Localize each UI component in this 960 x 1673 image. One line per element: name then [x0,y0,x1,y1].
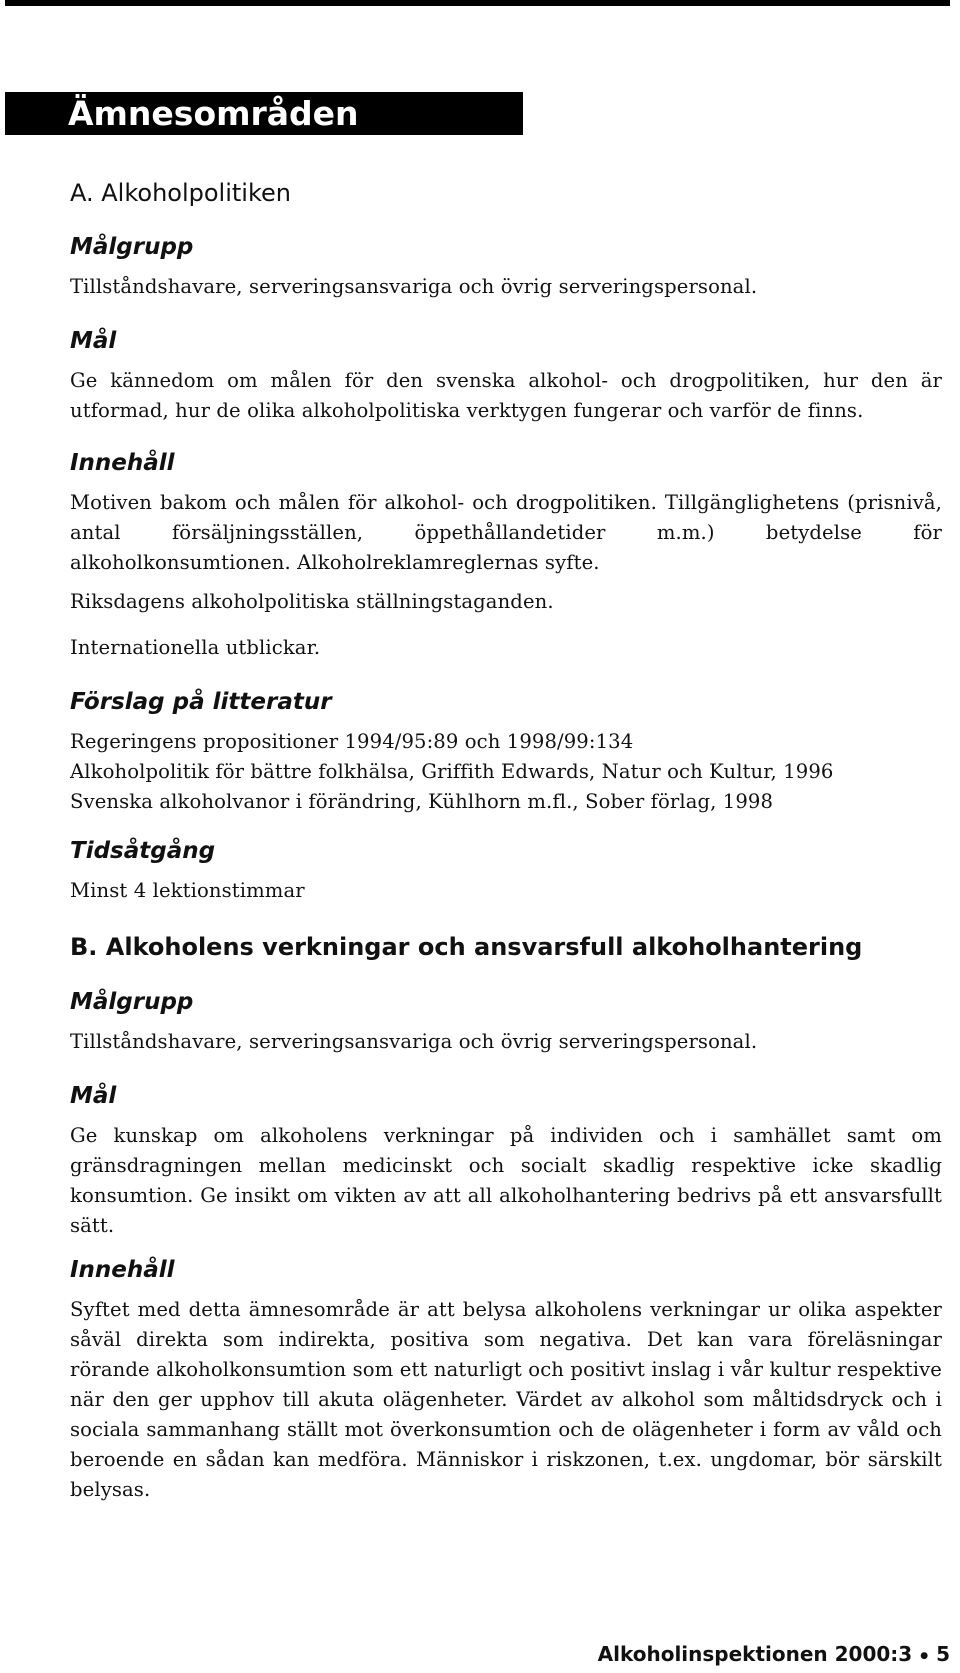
section-a-innehall-paragraph-2: Riksdagens alkoholpolitiska ställningstaganden. [70,590,554,613]
literature-item: Svenska alkoholvanor i förändring, Kühlhorn m.fl., Sober förlag, 1998 [70,790,774,813]
section-b-innehall-text: Syftet med detta ämnesområde är att belysa alkoholens verkningar ur olika aspekter såväl direkta som indirekta, positiva som negativa. Det kan vara föreläsningar rörande alkoholkonsumtion som ett naturligt och positivt inslag i vår kultur respektive när den ger upphov till akuta olägenheter. Värdet av alkohol som måltidsdryck och i sociala sammanhang ställt mot överkonsumtion och de olägenheter i form av våld och beroende en sådan kan medföra. Människor i riskzonen, t.ex. ungdomar, bör särskilt belysas. [70,1298,942,1501]
section-a-innehall-paragraph-1: Motiven bakom och målen för alkohol- och drogpolitiken. Tillgänglighetens (prisnivå, antal försäljningsställen, öppethållandetider m.m.) betydelse för alkoholkonsumtionen. Alkoholreklamreglernas syfte. [70,491,942,574]
section-b-mal-text: Ge kunskap om alkoholens verkningar på individen och i samhället samt om gränsdragningen mellan medicinskt och socialt skadlig respektive icke skadlig konsumtion. Ge insikt om vikten av att all alkoholhantering bedrivs på ett ansvarsfullt sätt. [70,1124,942,1237]
section-a-litteratur-list [70,727,942,817]
section-b-mal-label: Mål [70,1083,117,1109]
section-a-malgrupp-label: Målgrupp [70,234,194,260]
section-a-mal-text: Ge kännedom om målen för den svenska alkohol- och drogpolitiken, hur den är utformad, hur de olika alkoholpolitiska verktygen fungerar och varför de finns. [70,369,942,422]
page-footer [598,1640,950,1670]
section-b-innehall-label: Innehåll [70,1257,175,1283]
section-a-litteratur-label: Förslag på litteratur [70,689,332,715]
page-number: 5 [936,1642,950,1666]
section-a-heading: A. Alkoholpolitiken [70,179,291,207]
publication-name: Alkoholinspektionen 2000:3 [597,1642,913,1666]
section-b-heading: B. Alkoholens verkningar och ansvarsfull alkoholhantering [70,933,863,961]
section-a-tidsatgang-label: Tidsåtgång [70,838,216,864]
page-title: Ämnesområden [68,94,359,133]
section-a-innehall-paragraph-3: Internationella utblickar. [70,636,321,659]
section-a-innehall-label: Innehåll [70,450,175,476]
literature-item: Alkoholpolitik för bättre folkhälsa, Griffith Edwards, Natur och Kultur, 1996 [70,760,834,783]
section-a-tidsatgang-text: Minst 4 lektionstimmar [70,879,305,902]
page-title-banner [5,92,523,135]
bullet-separator-icon: ● [920,1650,929,1661]
literature-item: Regeringens propositioner 1994/95:89 och 1998/99:134 [70,730,634,753]
top-rule [5,0,950,6]
section-b-malgrupp-label: Målgrupp [70,989,194,1015]
section-b-malgrupp-text: Tillståndshavare, serveringsansvariga och övrig serveringspersonal. [70,1030,758,1053]
section-a-malgrupp-text: Tillståndshavare, serveringsansvariga och övrig serveringspersonal. [70,275,758,298]
section-a-mal-label: Mål [70,328,117,354]
